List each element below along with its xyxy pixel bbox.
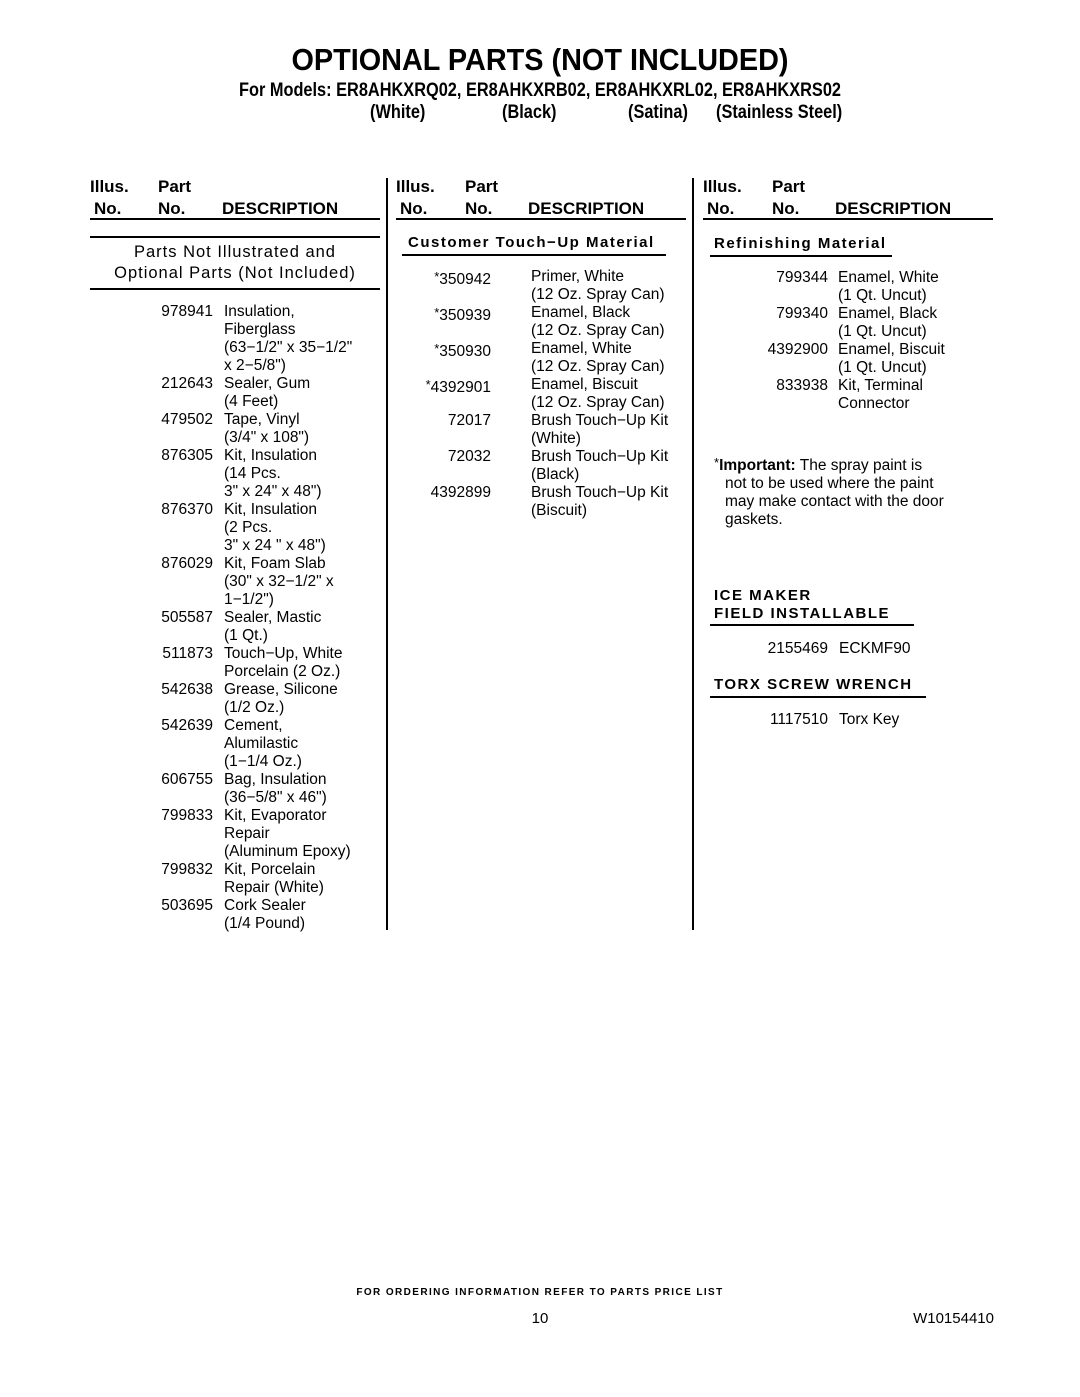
part-description [531,448,668,484]
part-description [224,861,324,897]
list-item [90,717,380,771]
part-number-value: 350930 [439,343,491,360]
document-number: W10154410 [913,1310,994,1327]
description-line: x 2−5/8") [224,357,286,374]
part-number [776,377,828,395]
description-line: (1/2 Oz.) [224,699,285,716]
list-item [703,305,993,341]
list-item [90,609,380,645]
description-line: (12 Oz. Spray Can) [531,358,665,375]
list-item [90,375,380,411]
header-rule [396,218,686,220]
header-description: DESCRIPTION [835,199,952,218]
description-line: (36−5/8" x 46") [224,789,327,806]
part-description [531,412,668,448]
part-number-value: 606755 [161,771,213,788]
list-item [90,447,380,501]
part-number-value: 4392900 [767,341,828,358]
part-description [224,645,342,681]
description-line: (12 Oz. Spray Can) [531,286,665,303]
part-number-value: 479502 [161,411,213,428]
description-line: Sealer, Mastic [224,609,322,626]
list-item [90,771,380,807]
part-number [161,375,213,393]
part-number [434,268,491,289]
part-description: Torx Key [839,711,900,728]
part-description [224,411,309,447]
list-item [396,340,686,376]
description-line: Connector [838,395,910,412]
part-description: ECKMF90 [839,640,911,657]
column-header-2 [396,175,691,221]
section-heading-touch-up: Customer Touch−Up Material [408,234,655,251]
header-description: DESCRIPTION [528,199,645,218]
list-item [703,341,993,377]
part-description [531,304,665,340]
part-description [838,377,923,413]
description-line: 3" x 24" x 48") [224,483,322,500]
part-number: 1117510 [769,711,828,728]
description-line: Enamel, Biscuit [838,341,945,358]
part-number-value: 799832 [161,861,213,878]
header-illus: Illus. [703,177,742,196]
part-number-value: 4392899 [430,484,491,501]
description-line: Enamel, White [531,340,632,357]
list-item [703,640,993,658]
part-number [448,412,491,430]
part-number [161,303,213,321]
part-number [161,771,213,789]
list-item [90,807,380,861]
part-number [776,269,828,287]
description-line: (2 Pcs. [224,519,273,536]
description-line: Bag, Insulation [224,771,327,788]
description-line: (1−1/4 Oz.) [224,753,302,770]
part-description [838,269,939,305]
part-description [224,771,327,807]
description-line: (1/4 Pound) [224,915,305,932]
part-number [161,861,213,879]
section-rule [402,254,666,256]
part-description [531,484,668,520]
part-number [434,340,491,361]
part-number [431,484,491,502]
part-number-value: 503695 [161,897,213,914]
part-number [161,897,213,915]
description-line: (4 Feet) [224,393,279,410]
column-divider [692,178,694,930]
list-item [703,269,993,305]
part-number-value: 350942 [439,271,491,288]
description-line: Enamel, Black [531,304,631,321]
section-heading-ice-maker: ICE MAKER FIELD INSTALLABLE [714,587,891,622]
part-number-value: 212643 [161,375,213,392]
description-line: (30" x 32−1/2" x [224,573,334,590]
part-description [224,717,302,771]
list-item [396,376,686,412]
header-part: Part [772,177,806,196]
description-line: Enamel, Biscuit [531,376,638,393]
description-line: Touch−Up, White [224,645,343,662]
part-number-value: 72017 [447,412,491,429]
description-line: Cement, [224,717,283,734]
list-item [90,555,380,609]
part-number [161,717,213,735]
description-line: Kit, Insulation [224,501,318,518]
description-line: (Aluminum Epoxy) [224,843,351,860]
header-illus: Illus. [396,177,435,196]
section-heading-torx: TORX SCREW WRENCH [714,676,913,693]
list-item [396,484,686,520]
header-part: Part [158,177,192,196]
header-part: Part [465,177,499,196]
description-line: (1 Qt.) [224,627,268,644]
part-description [224,807,351,861]
part-number [161,555,213,573]
section-rule [710,696,926,698]
description-line: (1 Qt. Uncut) [838,287,927,304]
ordering-info-footer: FOR ORDERING INFORMATION REFER TO PARTS PRICE LIST [356,1287,724,1298]
part-number [426,376,491,397]
column-header-3 [703,175,998,221]
description-line: Tape, Vinyl [224,411,300,428]
description-line: Enamel, Black [838,305,938,322]
header-no: No. [158,199,186,218]
part-number-value: 72032 [447,448,491,465]
part-description [531,376,665,412]
part-number-value: 799340 [776,305,828,322]
part-number-value: 350939 [439,307,491,324]
part-description [224,897,306,933]
description-line: (12 Oz. Spray Can) [531,322,665,339]
part-description [224,501,326,555]
section-rule [90,288,380,290]
part-number [162,645,213,663]
description-line: Fiberglass [224,321,296,338]
description-line: (1 Qt. Uncut) [838,359,927,376]
part-description [224,447,322,501]
list-item [396,304,686,340]
list-item [90,411,380,447]
asterisk-mark: * [434,269,440,284]
part-description [838,341,945,377]
list-item [703,711,993,729]
part-number [161,609,213,627]
color-satina: (Satina) [628,102,688,123]
description-line: 3" x 24 " x 48") [224,537,326,554]
description-line: (Biscuit) [531,502,587,519]
models-subtitle: For Models: ER8AHKXRQ02, ER8AHKXRB02, ER8AHKXRL02, ER8AHKXRS02 [238,80,841,101]
part-description [224,681,338,717]
header-no: No. [465,199,493,218]
description-line: (White) [531,430,581,447]
part-number [776,305,828,323]
description-line: Enamel, White [838,269,939,286]
page-number: 10 [531,1310,549,1327]
part-number [448,448,491,466]
description-line: 1−1/2") [224,591,274,608]
part-number [434,304,491,325]
description-line: Primer, White [531,268,625,285]
description-line: Grease, Silicone [224,681,338,698]
description-line: Alumilastic [224,735,299,752]
list-item [396,412,686,448]
column-divider [386,178,388,930]
asterisk-mark: * [434,341,440,356]
description-line: (3/4" x 108") [224,429,310,446]
description-line: Kit, Porcelain [224,861,316,878]
description-line: Sealer, Gum [224,375,311,392]
part-number-value: 505587 [161,609,213,626]
description-line: Brush Touch−Up Kit [531,412,669,429]
list-item [90,681,380,717]
section-rule [90,236,380,238]
description-line: Porcelain (2 Oz.) [224,663,341,680]
header-description: DESCRIPTION [222,199,339,218]
part-number-value: 876370 [161,501,213,518]
description-line: (12 Oz. Spray Can) [531,394,665,411]
part-description [224,555,334,609]
part-number [161,681,213,699]
header-no: No. [400,199,428,218]
part-number-value: 978941 [161,303,213,320]
description-line: Repair (White) [224,879,324,896]
list-item [90,303,380,375]
part-number [768,341,828,359]
part-number [161,807,213,825]
important-note: *Important: The spray paint is not to be used where the paint may make contact with the door gaskets. [714,455,944,528]
part-number [161,501,213,519]
description-line: (Black) [531,466,580,483]
header-no: No. [707,199,735,218]
description-line: Kit, Evaporator [224,807,327,824]
list-item [90,861,380,897]
part-description [838,305,937,341]
description-line: Cork Sealer [224,897,306,914]
part-number [161,447,213,465]
section-rule [710,255,892,257]
description-line: (14 Pcs. [224,465,281,482]
section-rule [710,624,914,626]
section-heading-parts-not-illustrated: Parts Not Illustrated and Optional Parts (Not Included) [114,243,356,282]
part-number-value: 542638 [161,681,213,698]
description-line: Kit, Terminal [838,377,923,394]
asterisk-mark: * [434,305,440,320]
part-number-value: 4392901 [430,379,491,396]
header-no: No. [772,199,800,218]
part-description [224,303,352,375]
part-number-value: 799833 [161,807,213,824]
header-rule [90,218,380,220]
part-description [531,268,665,304]
part-number [161,411,213,429]
list-item [90,501,380,555]
list-item [90,645,380,681]
part-number: 2155469 [767,640,828,657]
list-item [396,268,686,304]
part-number-value: 833938 [776,377,828,394]
column-header-1 [90,175,385,221]
description-line: Kit, Foam Slab [224,555,326,572]
part-description [531,340,665,376]
description-line: (1 Qt. Uncut) [838,323,927,340]
asterisk-mark: * [425,377,431,392]
description-line: Insulation, [224,303,295,320]
part-description [224,375,310,411]
part-description [224,609,321,645]
description-line: Brush Touch−Up Kit [531,484,669,501]
part-number-value: 799344 [776,269,828,286]
part-number-value: 542639 [161,717,213,734]
list-item [396,448,686,484]
color-stainless: (Stainless Steel) [716,102,843,123]
header-no: No. [94,199,122,218]
list-item [703,377,993,413]
description-line: Repair [224,825,270,842]
part-number-value: 876305 [161,447,213,464]
part-number-value: 876029 [161,555,213,572]
color-black: (Black) [502,102,557,123]
header-illus: Illus. [90,177,129,196]
description-line: (63−1/2" x 35−1/2" [224,339,353,356]
color-white: (White) [370,102,426,123]
header-rule [703,218,993,220]
description-line: Kit, Insulation [224,447,318,464]
page-title: OPTIONAL PARTS (NOT INCLUDED) [291,42,789,77]
list-item [90,897,380,933]
section-heading-refinishing: Refinishing Material [714,235,887,252]
description-line: Brush Touch−Up Kit [531,448,669,465]
part-number-value: 511873 [162,645,213,662]
